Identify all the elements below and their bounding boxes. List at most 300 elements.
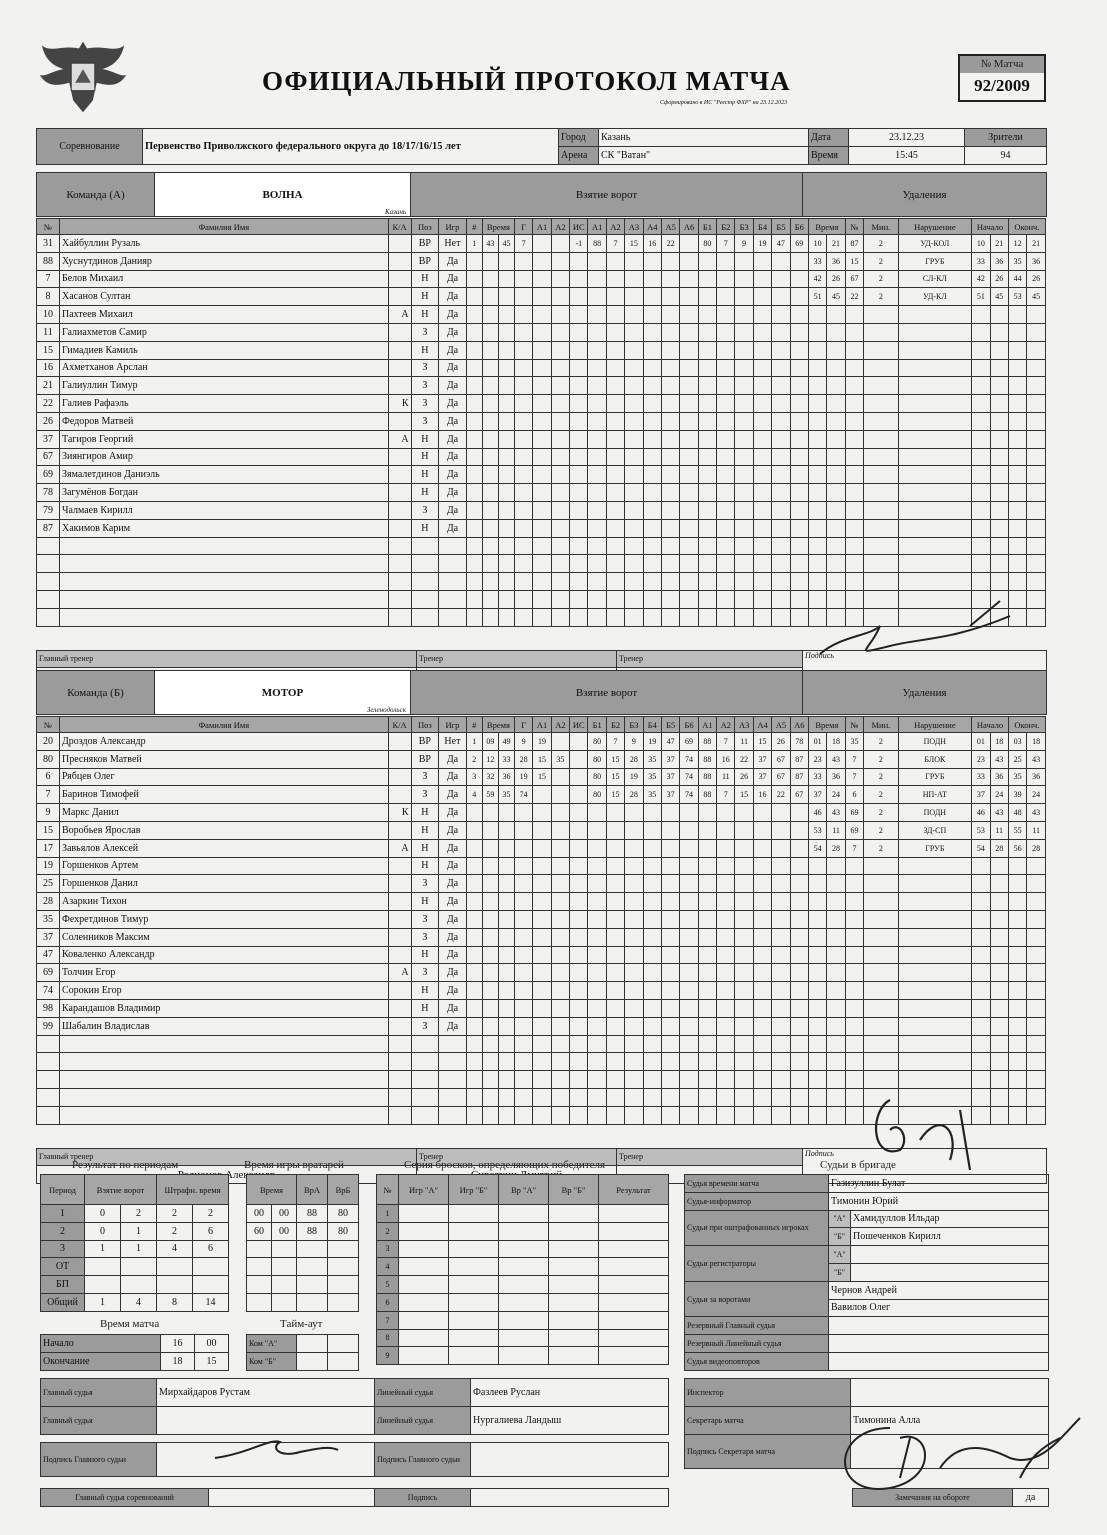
teamB-goal-cell: 80 xyxy=(588,768,606,786)
competition-label: Соревнование xyxy=(37,129,143,165)
teamB-goal-cell xyxy=(735,821,753,839)
teamB-goal-cell xyxy=(588,1017,606,1035)
teamA-goal-cell xyxy=(588,430,606,448)
teamA-row xyxy=(37,252,1046,270)
teamB-goal-cell xyxy=(735,1035,753,1053)
teamB-pen-cell: 69 xyxy=(845,821,863,839)
teamA-goal-cell xyxy=(514,448,532,466)
teamA-goal-cell xyxy=(790,555,808,573)
teamA-player-cell: Да xyxy=(439,288,467,306)
teamA-pen-cell: 33 xyxy=(808,252,826,270)
teamA-player-cell xyxy=(439,555,467,573)
teamB-goal-cell xyxy=(698,982,716,1000)
teamA-pen-cell xyxy=(864,323,898,341)
teamB-goal-cell xyxy=(772,999,790,1017)
period-cell: 6 xyxy=(193,1240,229,1258)
teamA-player-cell: Да xyxy=(439,359,467,377)
teamA-pen-cell xyxy=(827,448,845,466)
teamA-goal-cell xyxy=(514,412,532,430)
teamA-coach-label: Главный тренер xyxy=(37,650,417,668)
teamA-goal-cell xyxy=(514,377,532,395)
time-value: 15:45 xyxy=(849,146,965,164)
teamB-goal-cell xyxy=(625,893,643,911)
teamB-pen-cell xyxy=(808,1088,826,1106)
teamA-goal-cell xyxy=(735,252,753,270)
teamA-goal-cell xyxy=(680,573,698,591)
teamA-player-cell: З xyxy=(411,395,439,413)
teamB-player-cell xyxy=(439,1106,467,1124)
teamB-col: № xyxy=(37,717,60,733)
teamB-pen-cell xyxy=(972,964,990,982)
teamB-pen-label: Удаления xyxy=(803,671,1047,715)
teamB-goal-cell xyxy=(661,1035,679,1053)
match-time-table xyxy=(40,1334,229,1371)
teamB-goal-col: А2 xyxy=(551,717,569,733)
teamA-goal-cell xyxy=(698,555,716,573)
teamA-goal-cell xyxy=(625,377,643,395)
teamA-goal-cell xyxy=(753,270,771,288)
teamB-goal-cell xyxy=(514,839,532,857)
teamB-player-cell xyxy=(59,1088,388,1106)
teamB-goal-cell xyxy=(570,1017,588,1035)
teamB-pen-cell: 36 xyxy=(827,768,845,786)
teamB-player-cell: Рябцев Олег xyxy=(59,768,388,786)
teamB-pen-cell xyxy=(864,857,898,875)
sign-secretary-label: Подпись Секретаря матча xyxy=(685,1435,851,1469)
teamB-goal-cell: 28 xyxy=(625,750,643,768)
teamB-player-cell: Да xyxy=(439,928,467,946)
teamA-goal-cell xyxy=(735,377,753,395)
teamB-goal-cell xyxy=(606,1106,624,1124)
teamB-goal-cell xyxy=(643,1035,661,1053)
teamA-goal-cell: 88 xyxy=(588,235,606,253)
teamA-goal-cell xyxy=(533,501,551,519)
teamA-goal-cell xyxy=(514,573,532,591)
teamA-goal-cell xyxy=(753,252,771,270)
teamB-goal-cell xyxy=(661,893,679,911)
teamA-pen-cell xyxy=(827,306,845,324)
teamA-player-cell: Да xyxy=(439,252,467,270)
teamB-goal-cell xyxy=(643,1017,661,1035)
teamB-pen-cell xyxy=(1027,964,1046,982)
teamB-goal-cell xyxy=(661,821,679,839)
teamB-goal-col: А4 xyxy=(753,717,771,733)
teamB-goal-cell xyxy=(772,982,790,1000)
teamA-pen-cell xyxy=(972,484,990,502)
period-cell: 4 xyxy=(157,1240,193,1258)
teamA-goal-cell xyxy=(551,519,569,537)
teamA-player-cell: Гимадиев Камиль xyxy=(59,341,388,359)
teamB-goal-cell xyxy=(588,821,606,839)
teamB-goal-cell: 49 xyxy=(498,733,514,751)
teamA-player-cell xyxy=(411,537,439,555)
teamB-goal-cell xyxy=(735,1088,753,1106)
teamB-player-cell: З xyxy=(411,768,439,786)
shootout-row-no: 3 xyxy=(377,1240,399,1258)
teamA-goal-cell xyxy=(698,573,716,591)
teamB-goal-cell xyxy=(482,1106,498,1124)
teamA-pen-cell xyxy=(990,573,1008,591)
teamB-pen-cell xyxy=(808,1035,826,1053)
teamB-goal-cell xyxy=(570,839,588,857)
teamB-pen-cell: 28 xyxy=(990,839,1008,857)
teamB-goal-cell xyxy=(625,875,643,893)
teamA-goal-cell xyxy=(570,590,588,608)
teamA-goal-cell xyxy=(698,466,716,484)
period-cell: 0 xyxy=(85,1222,121,1240)
teamB-goal-cell xyxy=(698,1088,716,1106)
teamA-pen-cell xyxy=(845,395,863,413)
teamB-goal-cell xyxy=(533,1035,551,1053)
teamA-goal-cell xyxy=(661,412,679,430)
teamB-pen-cell xyxy=(1027,1106,1046,1124)
teamA-goal-cell xyxy=(514,306,532,324)
teamA-pen-cell xyxy=(898,466,972,484)
teamA-pen-cell xyxy=(845,430,863,448)
teamB-goal-cell: 7 xyxy=(606,733,624,751)
teamB-pen-cell xyxy=(1027,910,1046,928)
teamB-goal-cell xyxy=(661,910,679,928)
teamB-player-cell: Да xyxy=(439,804,467,822)
teamA-goal-cell xyxy=(570,430,588,448)
teamA-goal-cell xyxy=(498,608,514,626)
teamA-pen-cell xyxy=(864,501,898,519)
teamB-pen-cell xyxy=(845,999,863,1017)
start-minutes: 00 xyxy=(195,1335,229,1353)
teamA-goal-cell xyxy=(753,430,771,448)
sign-main2-label: Подпись Главного судьи xyxy=(375,1443,471,1477)
teamB-pen-cell xyxy=(898,964,972,982)
teamB-goal-cell xyxy=(661,857,679,875)
teamB-goal-cell xyxy=(698,928,716,946)
teamA-goal-cell xyxy=(753,323,771,341)
teamA-pen-cell xyxy=(808,537,826,555)
teamA-pen-cell xyxy=(990,448,1008,466)
teamA-player-cell xyxy=(439,573,467,591)
teamB-player-cell: 37 xyxy=(37,928,60,946)
teamA-goal-cell xyxy=(551,359,569,377)
teamB-player-cell: 74 xyxy=(37,982,60,1000)
teamB-pen-cell: 28 xyxy=(1027,839,1046,857)
teamB-pen-cell xyxy=(972,893,990,911)
teamB-pen-cell xyxy=(864,1035,898,1053)
teamA-goal-cell xyxy=(551,341,569,359)
teamA-goal-col: А5 xyxy=(661,219,679,235)
teamA-goal-cell xyxy=(680,555,698,573)
teamA-goal-cell xyxy=(466,359,482,377)
teamB-goal-cell xyxy=(588,982,606,1000)
teamA-goal-cell xyxy=(551,608,569,626)
teamB-goal-cell xyxy=(498,804,514,822)
teamB-goal-cell xyxy=(753,1106,771,1124)
teamB-goal-cell: 47 xyxy=(661,733,679,751)
teamB-player-cell: Да xyxy=(439,821,467,839)
teamA-header xyxy=(36,172,1047,217)
teamA-col: Фамилия Имя xyxy=(59,219,388,235)
teamA-goal-cell xyxy=(570,519,588,537)
teamB-goal-cell xyxy=(772,964,790,982)
teamA-row xyxy=(37,519,1046,537)
teamA-goal-cell xyxy=(570,484,588,502)
teamA-goals-label: Взятие ворот xyxy=(411,173,803,217)
teamA-goal-cell xyxy=(466,341,482,359)
teamA-goal-cell xyxy=(625,555,643,573)
teamA-goal-cell xyxy=(680,270,698,288)
teamB-goal-cell xyxy=(625,964,643,982)
teamA-pen-cell xyxy=(845,448,863,466)
teamA-pen-cell xyxy=(827,466,845,484)
teamA-goal-cell xyxy=(643,359,661,377)
teamB-goal-cell xyxy=(717,1106,735,1124)
teamB-goal-cell xyxy=(753,839,771,857)
teamA-player-cell: 37 xyxy=(37,430,60,448)
teamA-player-cell xyxy=(388,288,411,306)
teamB-goal-cell xyxy=(551,804,569,822)
teamB-goal-cell xyxy=(735,857,753,875)
teamB-goal-cell xyxy=(625,1088,643,1106)
teamA-goal-cell xyxy=(606,341,624,359)
teamA-goal-cell xyxy=(588,341,606,359)
teamA-player-cell xyxy=(411,573,439,591)
teamA-goal-cell xyxy=(466,573,482,591)
teamB-goal-cell xyxy=(466,1071,482,1089)
teamA-player-cell: 78 xyxy=(37,484,60,502)
teamB-goal-cell xyxy=(643,875,661,893)
period-cell: Общий xyxy=(41,1293,85,1311)
teamB-pen-cell xyxy=(808,1071,826,1089)
teamA-goal-cell xyxy=(482,448,498,466)
comp-judge-label: Главный судья соревнований xyxy=(41,1489,209,1507)
teamA-goal-cell xyxy=(533,306,551,324)
teamB-pen-cell xyxy=(808,1106,826,1124)
teamA-goal-cell xyxy=(661,466,679,484)
teamA-pen-cell xyxy=(808,501,826,519)
teamB-goal-col: ИС xyxy=(570,717,588,733)
teamB-goal-cell xyxy=(482,893,498,911)
teamB-pen-cell: 11 xyxy=(990,821,1008,839)
teamA-goal-cell xyxy=(498,466,514,484)
teamB-pen-cell xyxy=(898,1071,972,1089)
teamA-goal-cell xyxy=(643,484,661,502)
teamB-pen-cell xyxy=(898,910,972,928)
teamB-pen-cell xyxy=(972,910,990,928)
teamB-row xyxy=(37,733,1046,751)
teamB-pen-cell xyxy=(827,1071,845,1089)
teamA-goal-cell xyxy=(466,608,482,626)
teamB-goal-cell xyxy=(482,875,498,893)
teamA-goal-cell xyxy=(735,590,753,608)
teamB-pen-cell xyxy=(864,982,898,1000)
teamA-pen-cell xyxy=(845,519,863,537)
teamB-goal-cell xyxy=(498,999,514,1017)
teamB-goal-cell: 16 xyxy=(717,750,735,768)
teamA-goal-cell xyxy=(533,573,551,591)
teamB-pen-cell: ПОДН xyxy=(898,804,972,822)
teamA-pen-cell xyxy=(1008,323,1026,341)
teamB-goal-cell xyxy=(698,1035,716,1053)
teamA-goal-cell xyxy=(466,519,482,537)
match-number-box xyxy=(958,54,1046,102)
gk-cell xyxy=(272,1293,297,1311)
teamA-goal-cell xyxy=(498,519,514,537)
teamA-goal-cell xyxy=(680,252,698,270)
comp-judge-table xyxy=(40,1488,669,1507)
teamB-goal-cell xyxy=(498,1071,514,1089)
teamB-pen-cell xyxy=(808,964,826,982)
teamB-goal-cell xyxy=(735,982,753,1000)
teamB-player-cell: Да xyxy=(439,750,467,768)
teamB-goal-cell xyxy=(698,910,716,928)
teamA-goal-cell xyxy=(735,323,753,341)
teamB-pen-cell xyxy=(898,928,972,946)
teamB-goal-cell xyxy=(643,839,661,857)
teamB-row xyxy=(37,982,1046,1000)
teamA-player-cell: Да xyxy=(439,412,467,430)
teamB-player-cell xyxy=(411,1035,439,1053)
teamA-goal-cell xyxy=(735,448,753,466)
teamB-pen-cell xyxy=(864,946,898,964)
teamA-pen-cell xyxy=(972,341,990,359)
teamA-pen-cell xyxy=(990,484,1008,502)
teamA-goal-cell xyxy=(735,501,753,519)
teamB-player-cell xyxy=(411,1071,439,1089)
teamB-pen-cell: 36 xyxy=(1027,768,1046,786)
teamA-pen-cell xyxy=(845,323,863,341)
teamB-player-cell: 98 xyxy=(37,999,60,1017)
teamB-goal-cell xyxy=(772,875,790,893)
teamA-goal-col: ИС xyxy=(570,219,588,235)
teamB-pen-cell xyxy=(972,1035,990,1053)
teamA-pen-cell: 21 xyxy=(990,235,1008,253)
teamB-goal-cell xyxy=(533,999,551,1017)
teamB-pen-cell xyxy=(898,1053,972,1071)
teamA-goal-cell xyxy=(698,430,716,448)
teamA-goal-cell xyxy=(735,306,753,324)
teamB-goal-cell xyxy=(625,1106,643,1124)
coach-b-signature xyxy=(860,1090,1000,1180)
teamA-goal-cell xyxy=(551,501,569,519)
teamA-row xyxy=(37,323,1046,341)
teamB-goal-cell xyxy=(698,893,716,911)
teamB-goal-cell xyxy=(698,1053,716,1071)
teamA-pen-cell xyxy=(827,377,845,395)
teamB-goal-cell xyxy=(753,910,771,928)
teamB-pen-cell xyxy=(808,928,826,946)
teamB-pen-cell xyxy=(864,1071,898,1089)
teamA-goal-cell xyxy=(570,323,588,341)
teamB-goal-cell: 37 xyxy=(661,786,679,804)
teamB-row xyxy=(37,839,1046,857)
teamA-pen-cell xyxy=(808,323,826,341)
teamA-goal-cell xyxy=(680,306,698,324)
line-judge2-label: Линейный судья xyxy=(375,1407,471,1435)
teamB-goal-col: Б3 xyxy=(625,717,643,733)
teamA-player-cell: Да xyxy=(439,377,467,395)
teamA-goal-cell xyxy=(570,412,588,430)
teamA-goal-cell xyxy=(643,306,661,324)
teamB-goal-cell xyxy=(643,821,661,839)
teamA-player-cell xyxy=(388,270,411,288)
teamA-row xyxy=(37,537,1046,555)
teamB-pen-cell xyxy=(845,875,863,893)
teamA-pen-cell xyxy=(990,555,1008,573)
teamA-goal-cell xyxy=(753,537,771,555)
teamA-pen-cell xyxy=(808,484,826,502)
teamB-pen-cell xyxy=(1027,1035,1046,1053)
teamA-pen-cell xyxy=(1008,430,1026,448)
teamA-goal-col: А1 xyxy=(588,219,606,235)
teamB-goal-cell xyxy=(606,928,624,946)
teamA-pen-cell xyxy=(898,537,972,555)
teamB-goal-cell xyxy=(588,857,606,875)
teamA-pen-cell xyxy=(972,412,990,430)
teamB-player-cell xyxy=(388,1035,411,1053)
teamA-goal-cell xyxy=(625,501,643,519)
teamB-player-cell: Н xyxy=(411,893,439,911)
teamB-pen-cell xyxy=(864,910,898,928)
teamB-goal-cell xyxy=(533,893,551,911)
teamA-goal-cell xyxy=(606,306,624,324)
teamB-goal-cell xyxy=(551,821,569,839)
teamA-goal-cell xyxy=(514,484,532,502)
teamA-goal-cell xyxy=(606,448,624,466)
teamB-player-cell: 47 xyxy=(37,946,60,964)
teamA-goal-cell xyxy=(482,484,498,502)
teamB-goal-cell: 28 xyxy=(625,786,643,804)
teamA-goal-cell xyxy=(790,288,808,306)
teamA-goal-col: А2 xyxy=(551,219,569,235)
teamA-goal-cell: 43 xyxy=(482,235,498,253)
teamB-goal-cell xyxy=(680,1106,698,1124)
teamB-player-cell: Н xyxy=(411,982,439,1000)
teamB-goal-cell xyxy=(570,786,588,804)
teamA-goal-cell xyxy=(533,395,551,413)
teamB-pen-cell: ЗД-СП xyxy=(898,821,972,839)
teamA-goal-cell xyxy=(533,466,551,484)
teamB-goal-cell xyxy=(570,875,588,893)
teamA-goal-cell xyxy=(588,466,606,484)
teamA-goal-cell xyxy=(514,359,532,377)
teamA-player-cell: Зямалетдинов Даниэль xyxy=(59,466,388,484)
teamA-goal-cell xyxy=(498,341,514,359)
teamB-goal-cell xyxy=(498,910,514,928)
teamB-row xyxy=(37,999,1046,1017)
teamB-goal-cell xyxy=(735,1071,753,1089)
time-judge: Газизуллин Булат xyxy=(829,1175,1049,1193)
gk-cell: 60 xyxy=(247,1222,272,1240)
teamB-player-cell: 9 xyxy=(37,804,60,822)
teamB-goal-cell: 9 xyxy=(514,733,532,751)
teamA-goal-cell xyxy=(717,466,735,484)
teamA-pen-cell xyxy=(864,573,898,591)
teamA-goal-cell xyxy=(698,377,716,395)
pen-a-mark: "А" xyxy=(829,1210,851,1228)
teamB-pen-cell: 11 xyxy=(1027,821,1046,839)
teamA-goal-cell: 7 xyxy=(606,235,624,253)
teamA-goal-cell xyxy=(606,270,624,288)
teamA-goal-cell xyxy=(533,341,551,359)
teamB-goal-cell xyxy=(643,946,661,964)
teamA-goal-cell xyxy=(680,501,698,519)
teamB-pen-cell: 43 xyxy=(827,750,845,768)
teamB-goal-cell xyxy=(735,928,753,946)
teamB-col: Фамилия Имя xyxy=(59,717,388,733)
teamA-goal-cell xyxy=(698,537,716,555)
teamB-pen-cell: 28 xyxy=(827,839,845,857)
teamA-goal-cell xyxy=(514,323,532,341)
teamA-pen-cell xyxy=(864,395,898,413)
spectators-label: Зрители xyxy=(965,129,1047,147)
